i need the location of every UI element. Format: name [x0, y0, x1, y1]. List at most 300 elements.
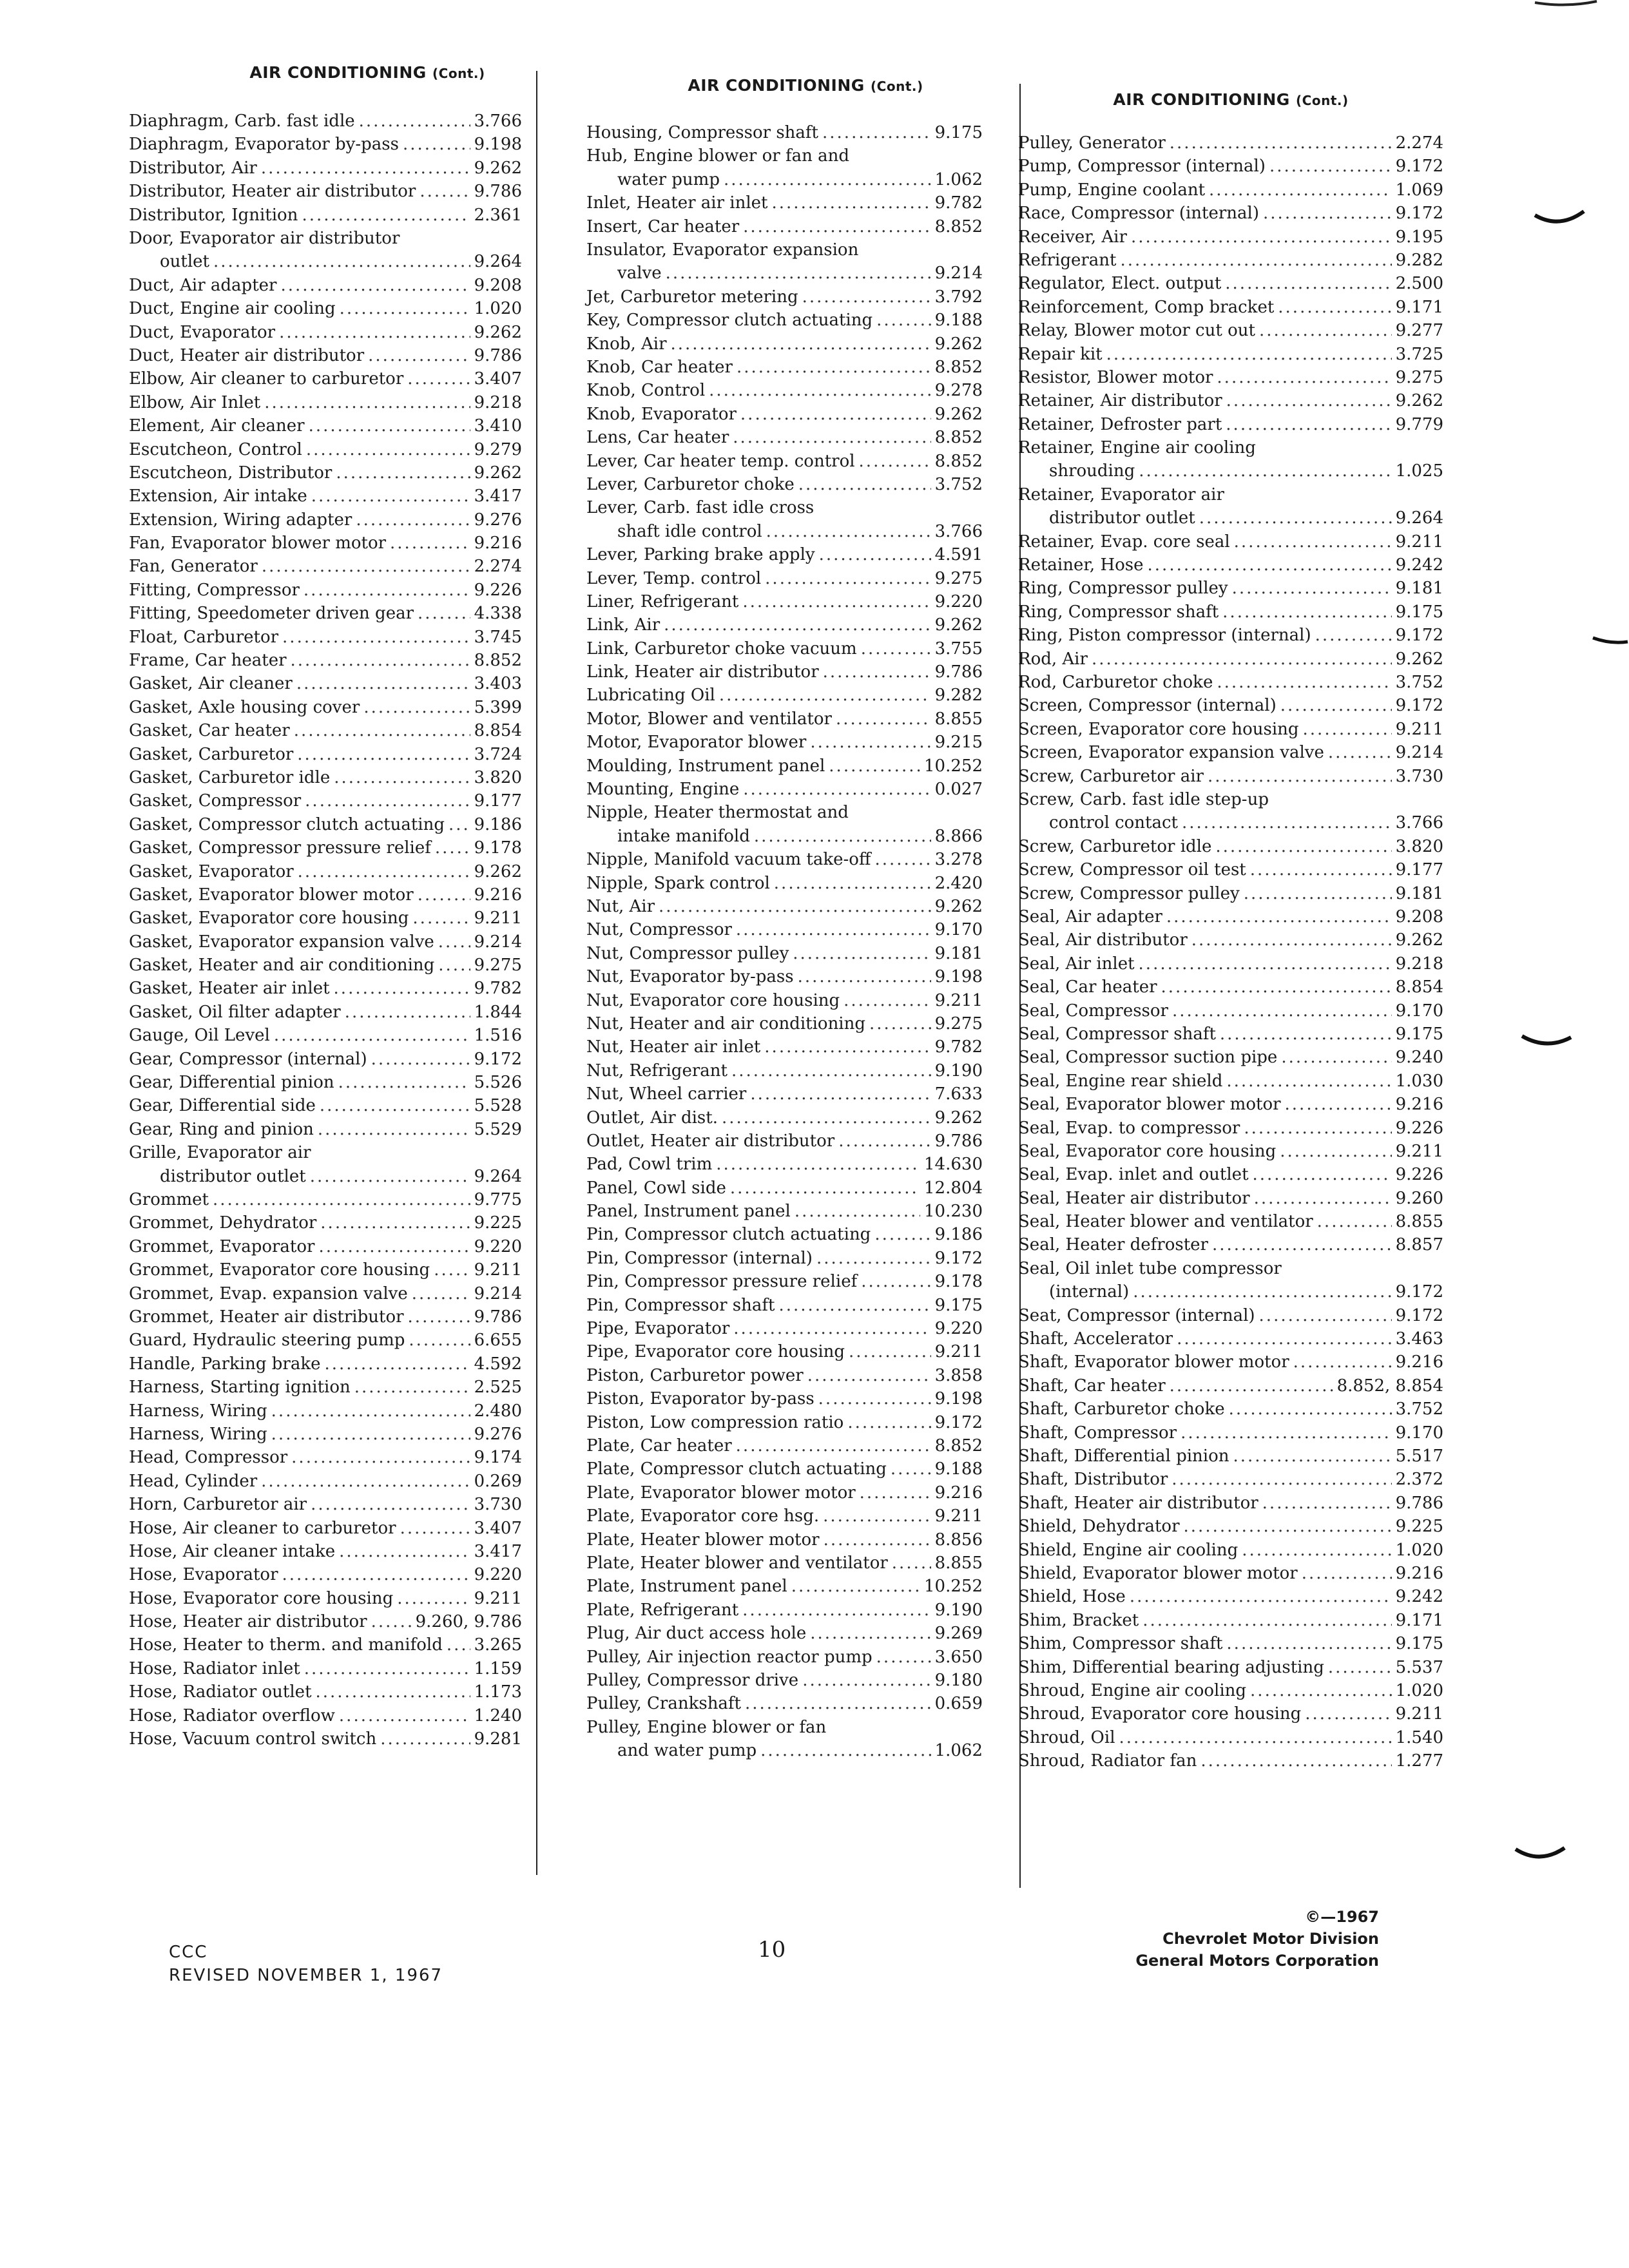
leader-dots	[891, 1457, 931, 1481]
entry-name: Pipe, Evaporator core housing	[586, 1342, 845, 1362]
leader-dots	[764, 1035, 930, 1059]
entry-name: Escutcheon, Control	[129, 439, 302, 459]
entry-name: Hose, Heater to therm. and manifold	[129, 1635, 443, 1655]
entry-reference-number: 9.279	[474, 439, 522, 459]
leader-dots	[1281, 1046, 1391, 1069]
entry-name: Plate, Refrigerant	[586, 1600, 739, 1620]
index-entry	[586, 1692, 983, 1715]
entry-name: Nut, Evaporator by-pass	[586, 967, 794, 987]
leader-dots	[766, 520, 931, 543]
entry-name: Panel, Cowl side	[586, 1178, 726, 1198]
entry-name: Distributor, Heater air distributor	[129, 182, 416, 202]
leader-dots	[1244, 882, 1392, 905]
footer-left	[169, 1941, 443, 1987]
leader-dots	[336, 461, 470, 485]
entry-reference-number: 9.172	[934, 1248, 983, 1268]
entry-name: Fitting, Speedometer driven gear	[129, 604, 414, 624]
index-entry	[129, 1540, 522, 1563]
leader-dots	[397, 1587, 470, 1610]
leader-dots	[1177, 1327, 1391, 1350]
leader-dots	[271, 1399, 470, 1423]
leader-dots	[1244, 1117, 1391, 1140]
entry-reference-number: 3.752	[934, 474, 983, 494]
entry-name: Retainer, Air distributor	[1018, 391, 1222, 411]
entry-name: Duct, Engine air cooling	[129, 299, 336, 319]
entry-name: Pump, Engine coolant	[1018, 180, 1206, 200]
entry-reference-number: 10.252	[924, 756, 983, 776]
entry-name: Duct, Heater air distributor	[129, 345, 365, 365]
entry-reference-number: 8.855	[1395, 1212, 1443, 1232]
index-entry	[586, 1481, 983, 1504]
entry-name: Ring, Compressor pulley	[1018, 579, 1228, 599]
entry-name: Retainer, Defroster part	[1018, 414, 1222, 434]
entry-reference-number: 9.216	[1395, 1352, 1443, 1372]
entry-reference-number: 9.262	[934, 334, 983, 354]
entry-name: Pad, Cowl trim	[586, 1155, 713, 1175]
leader-dots	[750, 1082, 930, 1106]
index-entry	[129, 485, 522, 508]
entry-name: Gauge, Oil Level	[129, 1026, 270, 1046]
punch-mark-1	[1534, 206, 1585, 232]
entry-reference-number: 1.030	[1395, 1071, 1443, 1091]
entry-name: Link, Carburetor choke vacuum	[586, 639, 857, 658]
entry-reference-number: 9.211	[1395, 1141, 1443, 1161]
index-entry	[1018, 858, 1443, 881]
entry-reference-number: 9.225	[1395, 1517, 1443, 1537]
index-entry	[586, 637, 983, 660]
entry-reference-number: 9.262	[474, 158, 522, 178]
entry-reference-number: 9.172	[1395, 626, 1443, 646]
entry-name: Seal, Evap. to compressor	[1018, 1118, 1240, 1138]
entry-reference-number: 2.274	[1395, 133, 1443, 153]
index-entry	[1018, 1374, 1443, 1398]
entry-reference-number: 3.417	[474, 486, 522, 506]
entry-reference-number: 3.858	[934, 1365, 983, 1385]
index-entry	[586, 379, 983, 402]
index-entry	[129, 1071, 522, 1094]
entry-name-line1: Grille, Evaporator air	[129, 1143, 311, 1163]
entry-name: Shield, Engine air cooling	[1018, 1540, 1239, 1560]
entry-name: Reinforcement, Comp bracket	[1018, 297, 1275, 317]
leader-dots	[1259, 1304, 1392, 1327]
index-entry	[586, 191, 983, 215]
index-entry	[586, 965, 983, 988]
leader-dots	[306, 438, 470, 461]
leader-dots	[1263, 202, 1392, 225]
index-entry	[1018, 1093, 1443, 1116]
entry-reference-number: 9.281	[474, 1729, 522, 1749]
index-entry	[129, 860, 522, 883]
entry-name: Key, Compressor clutch actuating	[586, 311, 873, 331]
entry-name: Rod, Air	[1018, 649, 1088, 669]
entry-reference-number: 9.214	[934, 264, 983, 284]
entry-name-line1: Door, Evaporator air distributor	[129, 228, 400, 248]
entry-name: Gasket, Carburetor	[129, 744, 294, 764]
index-entry	[1018, 1539, 1443, 1562]
entry-name: Seal, Compressor	[1018, 1001, 1168, 1021]
leader-dots	[671, 332, 931, 356]
entry-name: Motor, Evaporator blower	[586, 733, 807, 753]
entry-reference-number: 9.262	[934, 1108, 983, 1128]
index-entry	[1018, 1632, 1443, 1655]
entry-name: Seal, Heater blower and ventilator	[1018, 1212, 1313, 1232]
entry-reference-number: 3.766	[1395, 813, 1443, 833]
entry-reference-number: 1.516	[474, 1026, 522, 1046]
leader-dots	[1328, 1656, 1392, 1679]
leader-dots	[1200, 1749, 1391, 1773]
index-entry	[586, 1294, 983, 1317]
index-entry	[1018, 1656, 1443, 1679]
index-entry	[1018, 1163, 1443, 1186]
entry-reference-number: 9.195	[1395, 227, 1443, 247]
entry-reference-number: 3.410	[474, 416, 522, 436]
index-entry	[586, 1012, 983, 1035]
entry-reference-number: 9.216	[1395, 1563, 1443, 1583]
entry-reference-number: 9.214	[474, 932, 522, 952]
index-entry	[586, 684, 983, 707]
leader-dots	[823, 660, 931, 684]
index-entry	[586, 144, 983, 191]
entry-name: Seal, Engine rear shield	[1018, 1071, 1223, 1091]
index-entry	[586, 1552, 983, 1575]
entry-reference-number: 10.230	[924, 1202, 983, 1222]
entry-reference-number: 3.265	[474, 1635, 522, 1655]
leader-dots	[262, 555, 470, 578]
entry-reference-number: 1.159	[474, 1658, 522, 1678]
leader-dots	[861, 1270, 930, 1293]
index-entry	[1018, 1445, 1443, 1468]
entry-reference-number: 9.786	[934, 1131, 983, 1151]
leader-dots	[1171, 1468, 1391, 1491]
leader-dots	[859, 450, 931, 473]
leader-dots	[743, 215, 930, 238]
index-entry	[586, 473, 983, 496]
entry-reference-number: 9.172	[1395, 696, 1443, 716]
leader-dots	[1133, 1280, 1391, 1303]
entry-reference-number: 9.264	[474, 252, 522, 272]
leader-dots	[1269, 155, 1392, 178]
entry-reference-number: 9.786	[474, 345, 522, 365]
entry-name: Gasket, Evaporator	[129, 861, 294, 881]
entry-name: Grommet, Evap. expansion valve	[129, 1283, 408, 1303]
entry-reference-number: 9.172	[474, 1049, 522, 1069]
entry-name: Duct, Air adapter	[129, 275, 277, 295]
index-entry	[586, 1223, 983, 1246]
entry-name: Pin, Compressor shaft	[586, 1295, 775, 1315]
leader-dots	[819, 543, 931, 566]
entry-name: Head, Compressor	[129, 1448, 288, 1468]
leader-dots	[282, 1563, 470, 1586]
entry-name: Nut, Compressor	[586, 920, 732, 940]
entry-reference-number: 9.177	[1395, 860, 1443, 880]
entry-name: Fan, Generator	[129, 557, 258, 577]
entry-name: Piston, Low compression ratio	[586, 1412, 844, 1432]
entry-name: Screw, Carburetor idle	[1018, 836, 1212, 856]
entry-reference-number: 1.069	[1395, 180, 1443, 200]
leader-dots	[1302, 1562, 1392, 1585]
entry-reference-number: 6.655	[474, 1331, 522, 1350]
punch-mark-top	[1534, 0, 1598, 13]
index-entry	[586, 1059, 983, 1082]
leader-dots	[740, 403, 931, 426]
entry-name: Seal, Air inlet	[1018, 954, 1135, 974]
entry-name: Shaft, Compressor	[1018, 1423, 1177, 1443]
leader-dots	[1142, 1609, 1391, 1632]
entry-name: Pin, Compressor pressure relief	[586, 1272, 858, 1292]
index-entry	[586, 1270, 983, 1293]
entry-reference-number: 9.175	[934, 1295, 983, 1315]
index-entry	[1018, 178, 1443, 202]
entry-name: Hose, Radiator inlet	[129, 1658, 300, 1678]
column-1-heading-title: AIR CONDITIONING	[249, 63, 427, 82]
index-entry	[129, 461, 522, 485]
index-entry	[586, 450, 983, 473]
company-division: Chevrolet Motor Division	[1162, 1930, 1379, 1948]
entry-name: Grommet, Evaporator	[129, 1236, 315, 1256]
entry-reference-number: 10.252	[924, 1577, 983, 1597]
entry-reference-number: 9.786	[934, 662, 983, 682]
index-entry	[129, 977, 522, 1000]
index-entry	[1018, 1749, 1443, 1773]
leader-dots	[296, 672, 470, 695]
index-entry	[129, 297, 522, 320]
entry-reference-number: 1.020	[1395, 1680, 1443, 1700]
entry-reference-number: 8.852, 8.854	[1336, 1376, 1443, 1396]
index-entry	[129, 1188, 522, 1211]
entry-name: Race, Compressor (internal)	[1018, 204, 1260, 224]
entry-reference-number: 9.277	[1395, 321, 1443, 341]
index-entry	[1018, 1515, 1443, 1538]
index-entry	[129, 1704, 522, 1727]
entry-reference-number: 2.500	[1395, 274, 1443, 294]
index-entry	[129, 367, 522, 390]
entry-reference-number: 9.190	[934, 1600, 983, 1620]
leader-dots	[390, 532, 470, 555]
leader-dots	[274, 1024, 470, 1047]
index-entry	[586, 1575, 983, 1598]
entry-reference-number: 1.020	[1395, 1540, 1443, 1560]
entry-name: Gasket, Axle housing cover	[129, 697, 360, 717]
entry-name: Gasket, Heater air inlet	[129, 979, 330, 999]
entry-reference-number: 1.240	[474, 1706, 522, 1725]
entry-reference-number: 9.198	[934, 967, 983, 987]
entry-reference-number: 3.407	[474, 1518, 522, 1538]
entry-reference-number: 9.782	[474, 979, 522, 999]
entry-name: Screen, Evaporator expansion valve	[1018, 743, 1324, 763]
index-entry	[1018, 624, 1443, 647]
entry-name: Element, Air cleaner	[129, 416, 305, 436]
index-entry	[586, 848, 983, 871]
entry-name: Gasket, Compressor clutch actuating	[129, 814, 445, 834]
leader-dots	[664, 613, 930, 637]
entry-reference-number: 9.786	[474, 182, 522, 202]
index-entry	[586, 872, 983, 895]
entry-name: Seal, Air distributor	[1018, 930, 1188, 950]
index-entry	[129, 836, 522, 860]
entry-reference-number: 9.208	[474, 275, 522, 295]
leader-dots	[1226, 1070, 1391, 1093]
leader-dots	[1280, 694, 1392, 717]
entry-name-line1: Pulley, Engine blower or fan	[586, 1717, 827, 1737]
entry-reference-number: 5.517	[1395, 1446, 1443, 1466]
leader-dots	[318, 1118, 470, 1141]
entry-name: distributor outlet	[160, 1166, 306, 1186]
entry-name: Piston, Carburetor power	[586, 1365, 804, 1385]
entry-reference-number: 3.820	[474, 767, 522, 787]
entry-name: Guard, Hydraulic steering pump	[129, 1331, 405, 1350]
entry-name: Harness, Wiring	[129, 1401, 267, 1421]
entry-reference-number: 9.262	[474, 322, 522, 342]
entry-name: Screw, Compressor oil test	[1018, 860, 1246, 880]
entry-name: Harness, Starting ignition	[129, 1378, 351, 1398]
entry-reference-number: 9.172	[1395, 157, 1443, 177]
entry-name: Shaft, Distributor	[1018, 1470, 1168, 1490]
entry-reference-number: 9.211	[474, 908, 522, 928]
leader-dots	[305, 789, 470, 812]
index-entry	[1018, 882, 1443, 905]
footer-code: CCC	[169, 1943, 208, 1962]
leader-dots	[1232, 577, 1392, 600]
leader-dots	[1217, 366, 1391, 389]
leader-dots	[892, 1552, 931, 1575]
entry-name: Pulley, Crankshaft	[586, 1694, 742, 1714]
leader-dots	[1234, 530, 1392, 553]
entry-reference-number: 9.275	[474, 956, 522, 975]
entry-name: Nut, Air	[586, 897, 655, 917]
entry-name: Grommet, Heater air distributor	[129, 1307, 404, 1327]
entry-reference-number: 1.277	[1395, 1751, 1443, 1771]
entry-name: Nut, Compressor pulley	[586, 943, 789, 963]
entry-name: Outlet, Heater air distributor	[586, 1131, 835, 1151]
entry-reference-number: 3.766	[934, 521, 983, 541]
entry-reference-number: 8.854	[474, 721, 522, 741]
entry-reference-number: 9.220	[934, 1319, 983, 1339]
entry-reference-number: 8.856	[934, 1530, 983, 1550]
index-entry	[129, 1258, 522, 1282]
entry-name: Gear, Differential pinion	[129, 1073, 334, 1093]
entry-reference-number: 3.730	[474, 1495, 522, 1515]
index-entry	[129, 1657, 522, 1680]
index-entry	[1018, 718, 1443, 741]
entry-reference-number: 7.633	[934, 1084, 983, 1104]
entry-name: Ring, Piston compressor (internal)	[1018, 626, 1311, 646]
leader-dots	[860, 1481, 931, 1504]
leader-dots	[345, 1001, 470, 1024]
index-entry	[129, 532, 522, 555]
index-entry	[129, 555, 522, 578]
leader-dots	[438, 954, 470, 977]
entry-reference-number: 1.844	[474, 1002, 522, 1022]
index-entry	[1018, 835, 1443, 858]
entry-name: Gasket, Car heater	[129, 721, 290, 741]
entry-name: Mounting, Engine	[586, 780, 740, 800]
entry-reference-number: 9.225	[474, 1213, 522, 1233]
index-entry	[129, 766, 522, 789]
leader-dots	[320, 1211, 470, 1235]
entry-reference-number: 9.177	[474, 791, 522, 811]
leader-dots	[722, 1106, 931, 1129]
entry-name: Extension, Wiring adapter	[129, 510, 352, 530]
entry-reference-number: 9.181	[1395, 579, 1443, 599]
entry-name: Nut, Heater air inlet	[586, 1037, 761, 1057]
index-entry	[1018, 1187, 1443, 1210]
index-entry	[1018, 1304, 1443, 1327]
entry-reference-number: 9.175	[1395, 602, 1443, 622]
entry-reference-number: 8.855	[934, 709, 983, 729]
leader-dots	[822, 121, 931, 144]
index-entry	[1018, 1233, 1443, 1256]
entry-reference-number: 3.752	[1395, 673, 1443, 693]
leader-dots	[795, 1200, 920, 1223]
leader-dots	[1328, 741, 1392, 764]
index-entry	[586, 496, 983, 543]
entry-reference-number: 3.650	[934, 1647, 983, 1667]
leader-dots	[716, 1153, 920, 1176]
entry-reference-number: 9.278	[934, 381, 983, 401]
leader-dots	[849, 1340, 931, 1363]
entry-name: Shaft, Car heater	[1018, 1376, 1166, 1396]
leader-dots	[760, 1739, 930, 1762]
entry-name: Handle, Parking brake	[129, 1354, 321, 1374]
entry-name: Jet, Carburetor metering	[586, 287, 798, 307]
entry-name: Inlet, Heater air inlet	[586, 193, 768, 213]
entry-name: Regulator, Elect. output	[1018, 274, 1222, 294]
index-entry	[586, 1153, 983, 1176]
leader-dots	[403, 133, 470, 156]
leader-dots	[213, 1188, 470, 1211]
entry-reference-number: 3.792	[934, 287, 983, 307]
entry-reference-number: 9.786	[1395, 1493, 1443, 1513]
entry-name: Hose, Evaporator	[129, 1565, 278, 1585]
index-entry	[1018, 413, 1443, 436]
entry-reference-number: 3.403	[474, 674, 522, 694]
leader-dots	[1229, 1398, 1392, 1421]
index-entry	[1018, 648, 1443, 671]
entry-reference-number: 9.260	[1395, 1188, 1443, 1208]
column-2-entries	[586, 121, 983, 1763]
index-entry	[586, 1669, 983, 1692]
leader-dots	[261, 157, 470, 180]
entry-name: Horn, Carburetor air	[129, 1495, 307, 1515]
entry-name: Hose, Radiator overflow	[129, 1706, 335, 1725]
entry-name: Lever, Parking brake apply	[586, 545, 815, 565]
entry-name: Outlet, Air dist.	[586, 1108, 718, 1128]
entry-reference-number: 9.242	[1395, 555, 1443, 575]
leader-dots	[733, 1317, 930, 1340]
leader-dots	[1170, 1374, 1333, 1398]
leader-dots	[1182, 811, 1392, 834]
leader-dots	[1226, 413, 1391, 436]
index-entry	[1018, 296, 1443, 319]
leader-dots	[742, 590, 930, 613]
index-entry	[1018, 577, 1443, 600]
leader-dots	[419, 180, 470, 203]
entry-name: Gasket, Compressor	[129, 791, 302, 811]
entry-name: Retainer, Evap. core seal	[1018, 532, 1230, 552]
entry-name-line1: Seal, Oil inlet tube compressor	[1018, 1258, 1282, 1278]
entry-name: Gasket, Heater and air conditioning	[129, 956, 435, 975]
leader-dots	[1226, 389, 1392, 412]
leader-dots	[309, 414, 470, 437]
leader-dots	[1172, 999, 1392, 1023]
entry-name: Panel, Instrument panel	[586, 1202, 791, 1222]
index-entry	[586, 1317, 983, 1340]
index-entry	[1018, 366, 1443, 389]
index-entry	[129, 1001, 522, 1024]
entry-reference-number: 4.338	[474, 604, 522, 624]
entry-name: Hose, Air cleaner intake	[129, 1541, 336, 1561]
entry-reference-number: 9.186	[474, 814, 522, 834]
